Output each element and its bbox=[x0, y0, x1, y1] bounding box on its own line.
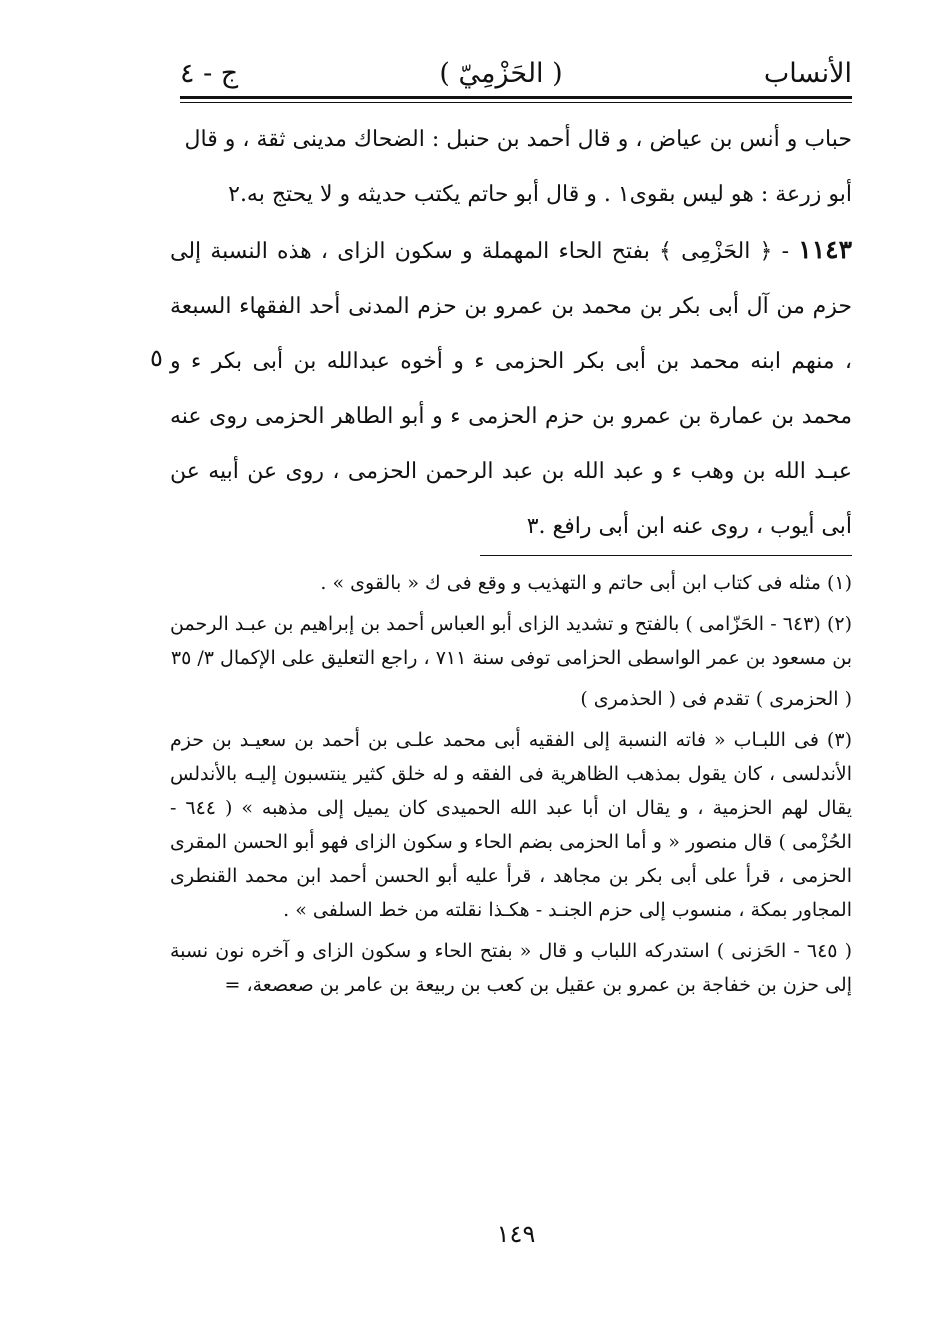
header-rule-thick bbox=[180, 96, 852, 99]
footnote-separator bbox=[480, 555, 852, 556]
entry-paragraph bbox=[170, 222, 852, 554]
main-line: حباب و أنس بن عياض ، و قال أحمد بن حنبل : الضحاك مدينى ثقة ، و قال bbox=[184, 127, 852, 152]
header-book-title: الأنساب bbox=[763, 57, 852, 89]
footnote-3: (٣) فى اللبـاب « فاته النسبة إلى الفقيه أبى محمد علـى بن أحمد بن سعيـد بن حزم الأندلسى ، كان يقول بمذهب الظاهرية فى الفقه و له خلق كثير ينتسبون إليـه بالأندلس يقال لهم الحزمية ، و يقال ان أبا عبد الله الحميدى كان يميل إلى مذهبه » ( ٦٤٤ - الحُزْمى ) قال منصور « و أما الحزمى بضم الحاء و سكون الزاى فهو أبو الحسن المقرى الحزمى ، قرأ على أبى بكر بن مجاهد ، قرأ عليه أبو الحسن أحمد ابن محمد القنطرى المجاور بمكة ، منسوب إلى حزم الجنـد - هكـذا نقلته من خط السلفى » . bbox=[170, 729, 852, 921]
page-number: ١٤٩ bbox=[496, 1220, 536, 1248]
header-volume: ج - ٤ bbox=[180, 57, 239, 89]
line-number-marker: ٥ bbox=[150, 344, 163, 372]
main-text bbox=[170, 112, 852, 554]
header-rule-thin bbox=[180, 102, 852, 103]
footnote-2: (٢) (٦٤٣ - الحَزّامى ) بالفتح و تشديد الزاى أبو العباس أحمد بن إبراهيم بن عبـد الرحمن بن مسعود بن عمر الواسطى الحزامى توفى سنة ٧١١ ، راجع التعليق على الإكمال ٣/ ٣٥ bbox=[170, 613, 852, 669]
footnote-cross-reference: ( الحزمرى ) تقدم فى ( الحذمرى ) bbox=[580, 688, 852, 710]
entry-number: ١١٤٣ bbox=[798, 235, 852, 264]
header-entry-title: ( الحَزْمِيّ ) bbox=[439, 57, 563, 89]
footnotes bbox=[170, 566, 852, 1009]
entry-text: - ﴿ الحَزْمِى ﴾ بفتح الحاء المهملة و سكون الزاى ، هذه النسبة إلى حزم من آل أبى بكر بن محمد بن عمرو بن حزم المدنى أحد الفقهاء السبعة ، منهم ابنه محمد بن أبى بكر الحزمى ء و أخوه عبدالله بن أبى بكر ء و محمد بن عمارة بن عمرو بن حزم الحزمى ء و أبو الطاهر الحزمى روى عنه عبـد الله بن وهب ء و عبد الله بن عبد الرحمن الحزمى ، روى عن أبيه عن أبى أيوب ، روى عنه ابن أبى رافع .٣ bbox=[170, 239, 852, 539]
main-line: أبو زرعة : هو ليس بقوى١ . و قال أبو حاتم يكتب حديثه و لا يحتج به.٢ bbox=[228, 182, 852, 207]
footnote-continuation: ( ٦٤٥ - الحَزنى ) استدركه اللباب و قال « بفتح الحاء و سكون الزاى و آخره نون نسبة إلى حزن بن خفاجة بن عمرو بن عقيل بن كعب بن ربيعة بن عامر بن صعصعة، = bbox=[170, 940, 852, 996]
running-header bbox=[180, 52, 852, 94]
footnote-1: (١) مثله فى كتاب ابن أبى حاتم و التهذيب و وقع فى ك « بالقوى » . bbox=[320, 572, 852, 594]
